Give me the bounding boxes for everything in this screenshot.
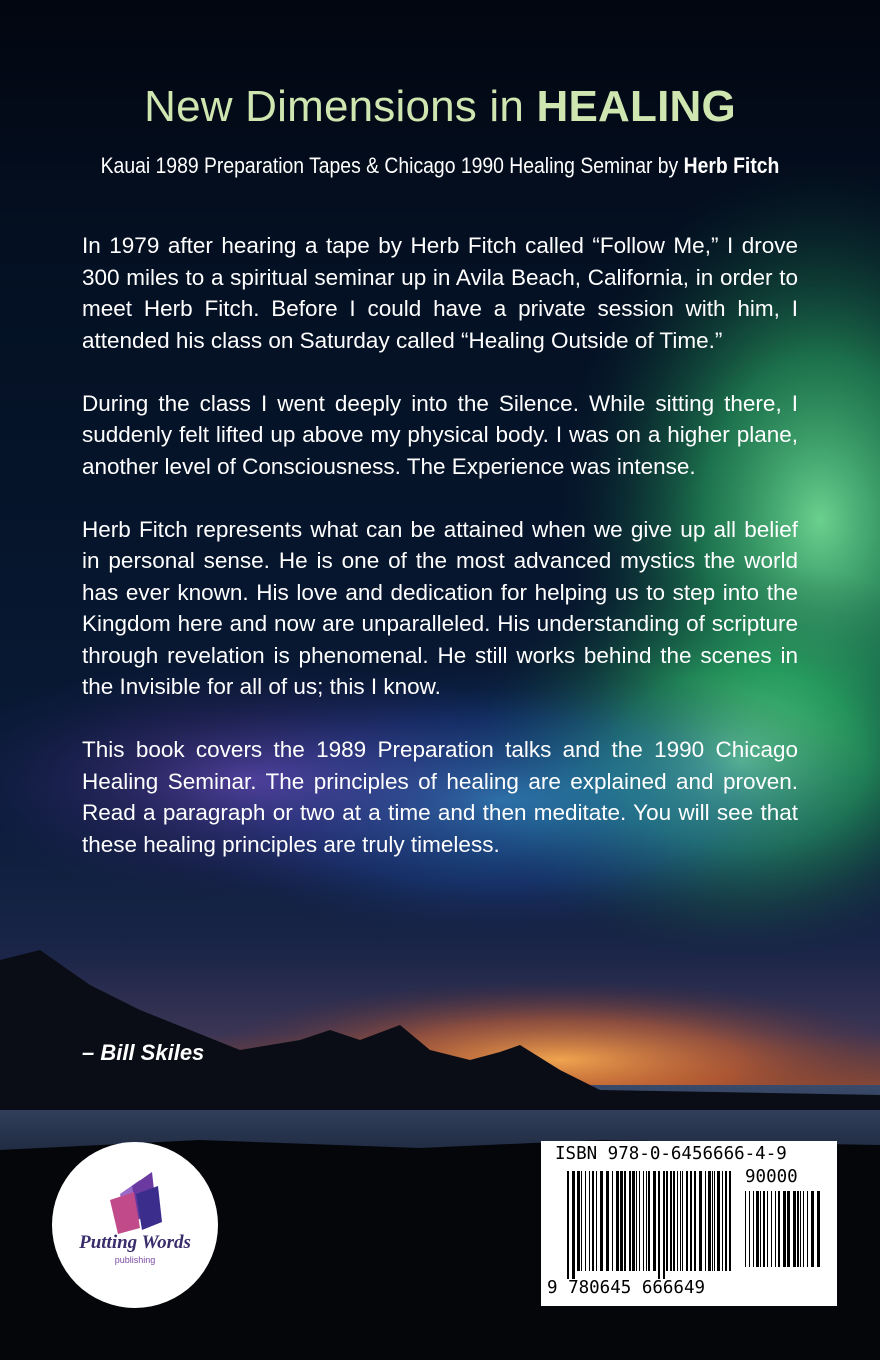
barcode-bar: [775, 1191, 776, 1267]
barcode-bar: [793, 1191, 796, 1267]
barcode-bar: [589, 1171, 590, 1271]
barcode-bar: [581, 1171, 582, 1271]
barcode-bar: [663, 1171, 665, 1279]
barcode-bar: [596, 1171, 597, 1271]
barcode-bar: [624, 1171, 626, 1271]
publisher-name: Putting Words: [79, 1232, 191, 1253]
book-author: Herb Fitch: [683, 153, 780, 178]
book-title-regular: New Dimensions in: [144, 82, 537, 131]
barcode-bar: [646, 1171, 647, 1271]
barcode-bar: [753, 1191, 754, 1267]
price-code: 90000: [745, 1167, 798, 1187]
barcode-bar: [787, 1191, 790, 1267]
barcode-bar: [722, 1171, 723, 1271]
book-icon: [52, 1142, 218, 1308]
barcode-bar: [680, 1171, 681, 1271]
book-subtitle: [53, 153, 827, 179]
barcode-bar: [666, 1171, 668, 1271]
barcode-bar: [699, 1171, 702, 1271]
barcode-bar: [807, 1191, 808, 1267]
publisher-tagline: publishing: [114, 1255, 156, 1265]
barcode-bar: [800, 1191, 801, 1267]
barcode-bar: [620, 1171, 623, 1271]
barcode-bar: [658, 1171, 660, 1279]
barcode-bar: [612, 1171, 613, 1271]
barcode-bar: [653, 1171, 656, 1271]
barcode-bar: [803, 1191, 804, 1267]
addon-barcode-bars: [745, 1191, 825, 1275]
barcode-bar: [725, 1171, 727, 1271]
barcode-bar: [778, 1191, 780, 1267]
barcode-bar: [694, 1171, 696, 1271]
barcode-bar: [763, 1191, 765, 1267]
barcode-bar: [712, 1171, 713, 1271]
barcode-bars: [567, 1171, 735, 1279]
barcode-bar: [714, 1171, 715, 1271]
barcode-bar: [585, 1171, 586, 1271]
blurb-paragraph-3: Herb Fitch represents what can be attained when we give up all belief in personal sense. He is one of the most advanced mystics the world has ever known. His love and dedication for helping us to step into the Kingdom here and now are unparalleled. His understanding of scripture through revelation is phenomenal. He still works behind the scenes in the Invisible for all of us; this I know.: [82, 516, 798, 699]
blurb-paragraph-1: In 1979 after hearing a tape by Herb Fitch called “Follow Me,” I drove 300 miles to a spiritual seminar up in Avila Beach, California, in order to meet Herb Fitch. Before I could have a private session with him, I attended his class on Saturday called “Healing Outside of Time.”: [82, 233, 798, 353]
barcode-bar: [783, 1191, 786, 1267]
barcode-bar: [767, 1191, 768, 1267]
blurb-paragraph-2: During the class I went deeply into the Silence. While sitting there, I suddenly felt lifted up above my physical body. I was on a higher plane, another level of Consciousness. The Experience was intense.: [82, 390, 798, 479]
book-title-strong: HEALING: [536, 82, 736, 131]
barcode-bar: [729, 1171, 731, 1271]
barcode-bar: [606, 1171, 609, 1271]
barcode-bar: [643, 1171, 644, 1271]
barcode-bar: [705, 1171, 706, 1271]
blurb: [82, 230, 798, 892]
ean-digits: 9 780645 666649: [547, 1278, 706, 1298]
barcode-bar: [690, 1171, 692, 1271]
barcode-bar: [648, 1171, 650, 1271]
barcode-bar: [636, 1171, 637, 1271]
barcode-bar: [749, 1191, 750, 1267]
barcode-bar: [577, 1171, 580, 1271]
barcode-bar: [677, 1171, 678, 1271]
publisher-logo: [52, 1142, 218, 1308]
barcode-bar: [600, 1171, 603, 1271]
barcode-bar: [616, 1171, 619, 1271]
barcode-bar: [673, 1171, 675, 1271]
barcode-bar: [639, 1171, 640, 1271]
barcode-bar: [817, 1191, 820, 1267]
barcode-bar: [686, 1171, 688, 1271]
blurb-signature: – Bill Skiles: [82, 1040, 205, 1065]
barcode-bar: [572, 1171, 575, 1279]
barcode-bar: [629, 1171, 631, 1271]
barcode-bar: [682, 1171, 683, 1271]
book-title: [0, 82, 880, 132]
barcode-bar: [811, 1191, 814, 1267]
book-subtitle-regular: Kauai 1989 Preparation Tapes & Chicago 1990 Healing Seminar by: [100, 153, 684, 178]
blurb-paragraph-4: This book covers the 1989 Preparation talks and the 1990 Chicago Healing Seminar. The principles of healing are explained and proven. Read a paragraph or two at a time and then meditate. You will see that these healing principles are truly timeless.: [82, 737, 798, 857]
barcode-bar: [632, 1171, 635, 1271]
barcode-bar: [797, 1191, 799, 1267]
barcode-bar: [670, 1171, 672, 1271]
isbn-number: ISBN 978-0-6456666-4-9: [555, 1144, 787, 1164]
barcode-bar: [708, 1171, 711, 1271]
barcode-bar: [592, 1171, 594, 1271]
barcode-bar: [717, 1171, 720, 1271]
isbn-barcode: [541, 1141, 837, 1306]
barcode-bar: [745, 1191, 746, 1267]
barcode-bar: [760, 1191, 761, 1267]
barcode-bar: [771, 1191, 772, 1267]
barcode-bar: [567, 1171, 569, 1279]
barcode-bar: [756, 1191, 759, 1267]
